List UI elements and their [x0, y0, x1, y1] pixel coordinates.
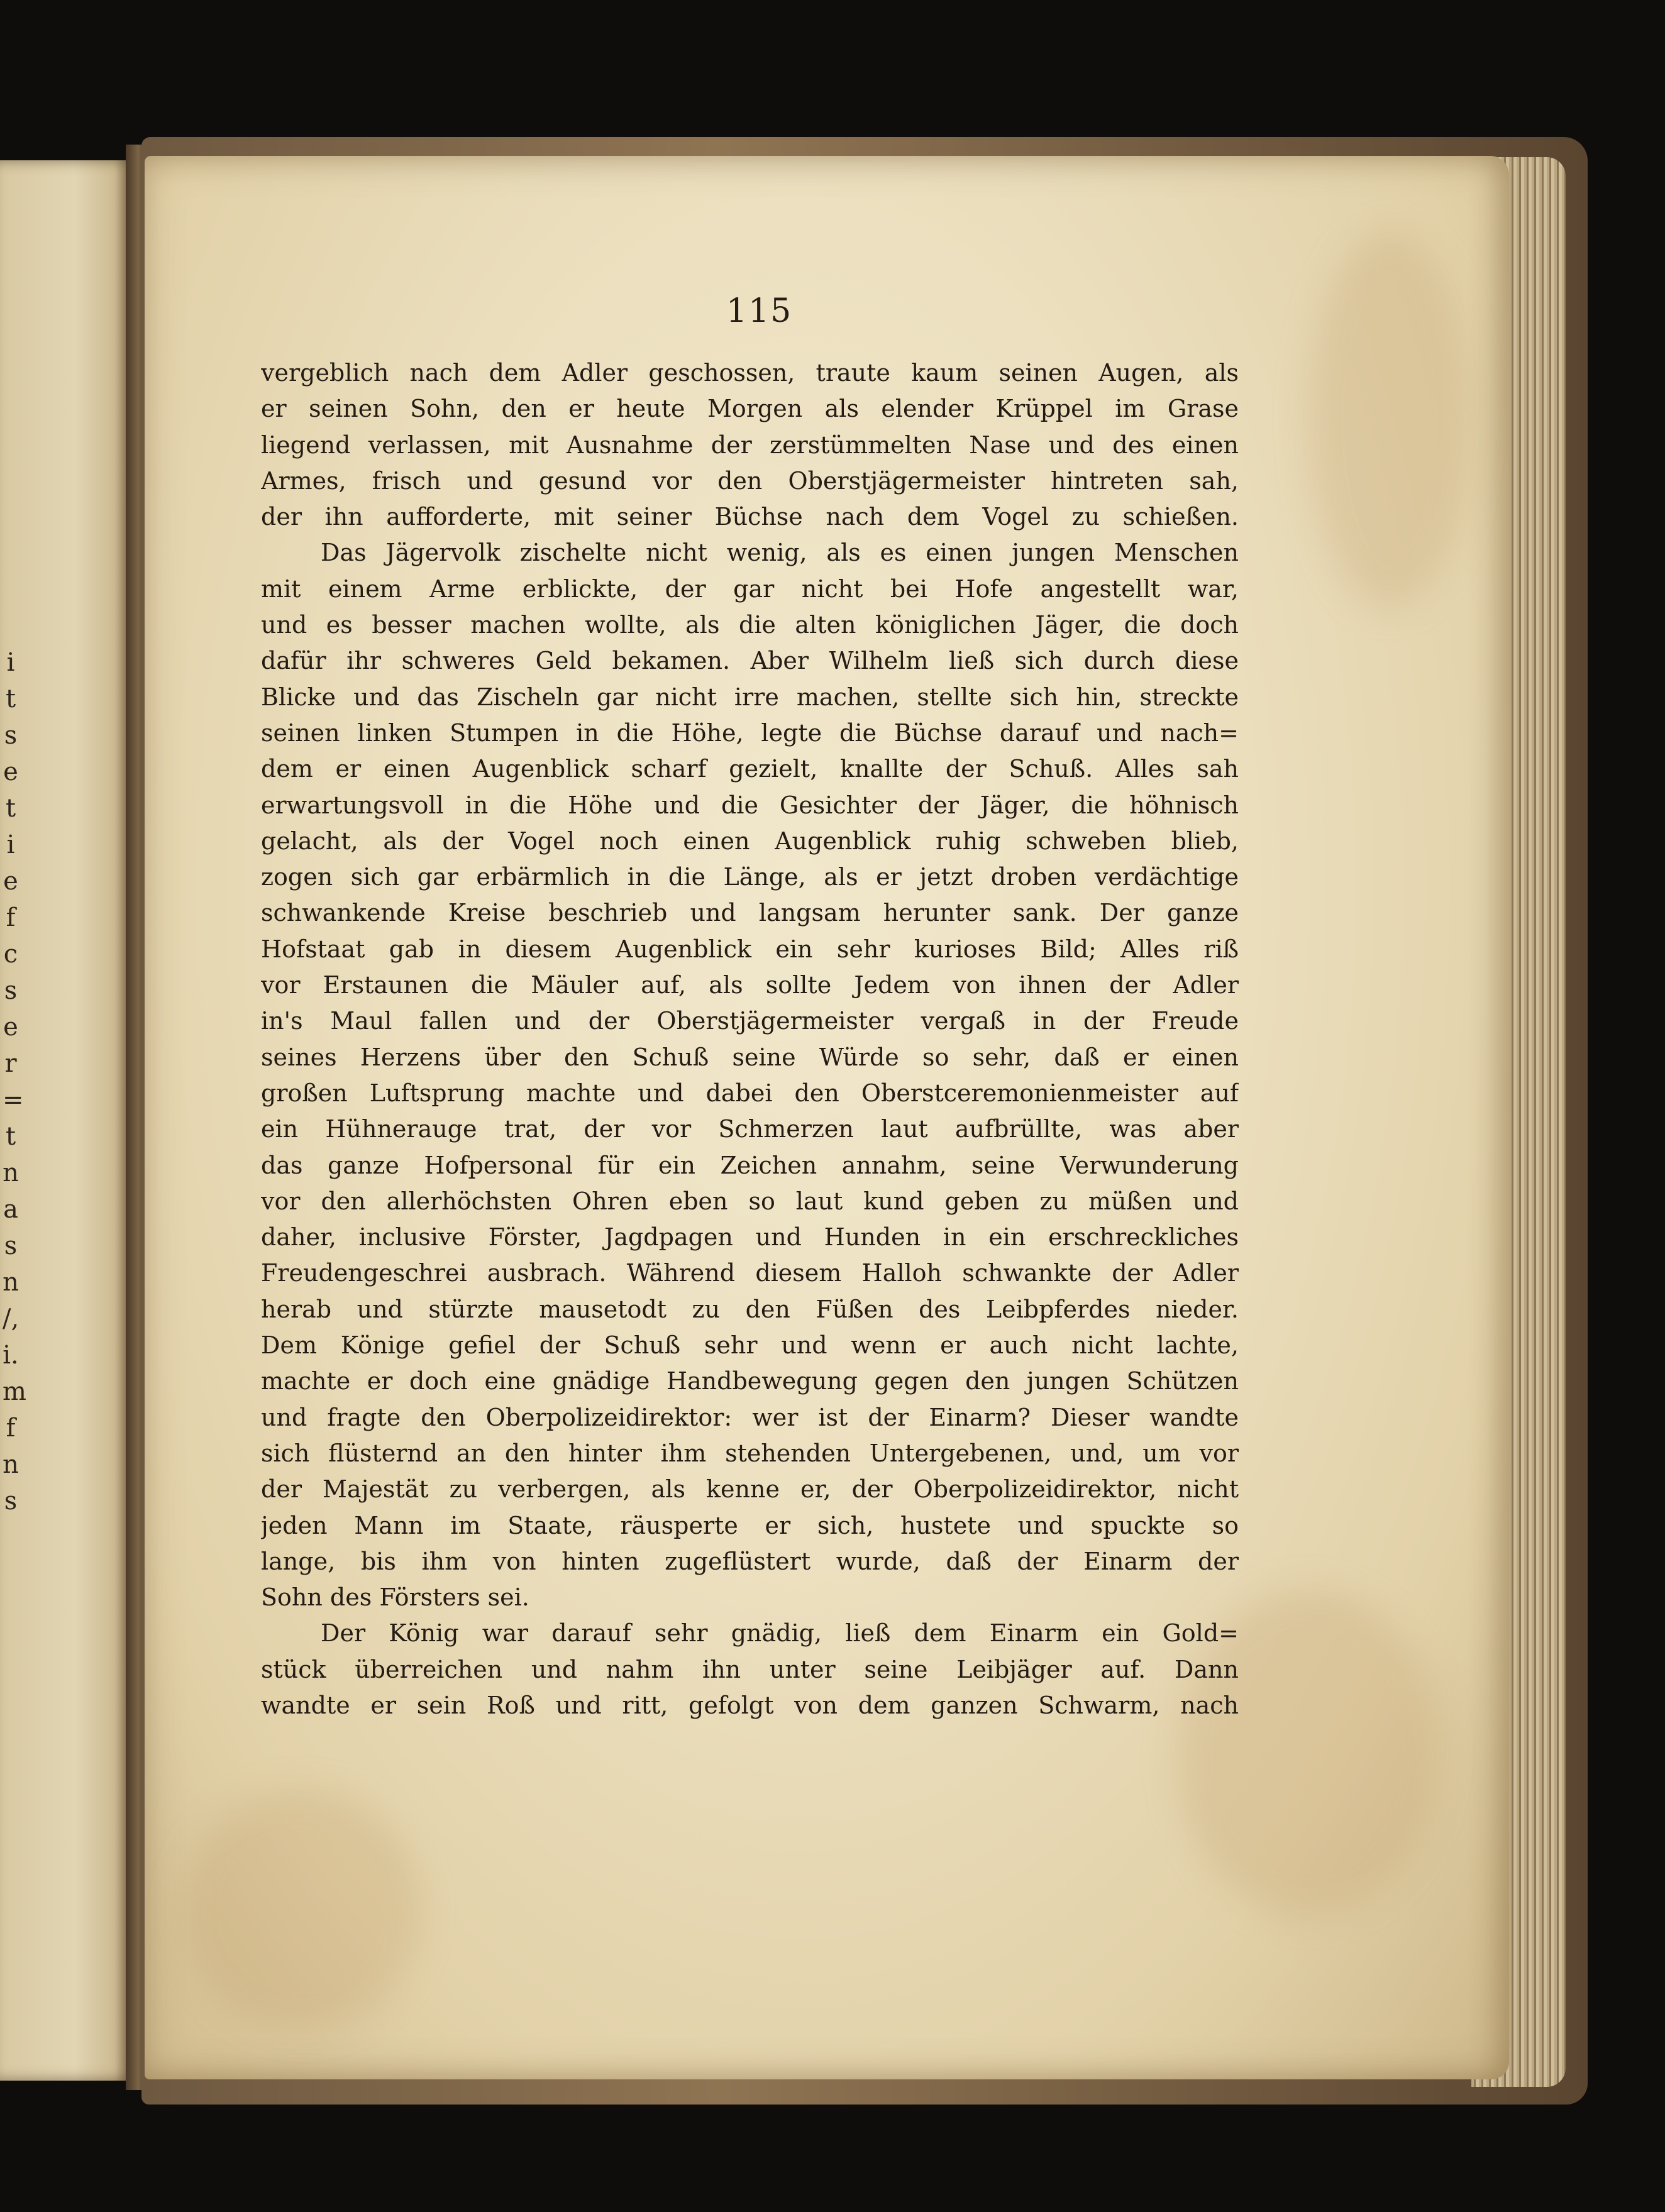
text-line: herab und stürzte mausetodt zu den Füßen des Leibpferdes nieder. — [261, 1295, 1239, 1323]
margin-char: e — [3, 757, 18, 786]
margin-char: f — [6, 1414, 16, 1443]
text-line: dem er einen Augenblick scharf gezielt, knallte der Schuß. Alles sah — [261, 755, 1239, 783]
text-line: ein Hühnerauge trat, der vor Schmerzen laut aufbrüllte, was aber — [261, 1115, 1239, 1143]
page-body-text — [261, 355, 1239, 1724]
text-line: mit einem Arme erblickte, der gar nicht bei Hofe angestellt war, — [261, 575, 1239, 603]
margin-char: n — [3, 1450, 19, 1479]
margin-char: i. — [3, 1341, 19, 1370]
margin-char: f — [6, 903, 16, 932]
text-line: vor Erstaunen die Mäuler auf, als sollte Jedem von ihnen der Adler — [261, 971, 1239, 999]
left-page — [0, 160, 135, 2081]
text-line: stück überreichen und nahm ihn unter seine Leibjäger auf. Dann — [261, 1655, 1239, 1683]
page-number: 115 — [726, 292, 793, 330]
margin-char: t — [5, 794, 16, 823]
margin-char: s — [4, 1487, 18, 1516]
text-line: und es besser machen wollte, als die alten königlichen Jäger, die doch — [261, 611, 1239, 639]
text-line: in's Maul fallen und der Oberstjägermeister vergaß in der Freude — [261, 1007, 1239, 1035]
text-line: zogen sich gar erbärmlich in die Länge, als er jetzt droben verdächtige — [261, 863, 1239, 891]
margin-char: e — [3, 1013, 18, 1042]
text-line: daher, inclusive Förster, Jagdpagen und Hunden in ein erschreckliches — [261, 1223, 1239, 1252]
text-line: seinen linken Stumpen in die Höhe, legte die Büchse darauf und nach= — [261, 718, 1239, 747]
text-line: seines Herzens über den Schuß seine Würde so sehr, daß er einen — [261, 1043, 1239, 1071]
text-line: Freudengeschrei ausbrach. Während diesem Halloh schwankte der Adler — [261, 1259, 1239, 1287]
paragraph — [261, 355, 1239, 535]
text-line: erwartungsvoll in die Höhe und die Gesichter der Jäger, die höhnisch — [261, 791, 1239, 819]
text-line: gelacht, als der Vogel noch einen Augenblick ruhig schweben blieb, — [261, 827, 1239, 855]
margin-char: t — [5, 1122, 16, 1151]
text-line: Das Jägervolk zischelte nicht wenig, als es einen jungen Menschen — [321, 539, 1239, 567]
text-line: und fragte den Oberpolizeidirektor: wer ist der Einarm? Dieser wandte — [261, 1403, 1239, 1431]
margin-char: e — [3, 867, 18, 896]
text-line: lange, bis ihm von hinten zugeflüstert wurde, daß der Einarm der — [261, 1547, 1239, 1575]
text-line: Blicke und das Zischeln gar nicht irre machen, stellte sich hin, streckte — [261, 683, 1239, 711]
margin-char: s — [4, 976, 18, 1005]
margin-char: r — [4, 1049, 17, 1078]
left-page-margin-text — [3, 644, 26, 1519]
text-line: wandte er sein Roß und ritt, gefolgt von dem ganzen Schwarm, nach — [261, 1691, 1239, 1719]
margin-char: n — [3, 1268, 19, 1297]
margin-char: c — [3, 940, 18, 969]
text-line: der Majestät zu verbergen, als kenne er, der Oberpolizeidirektor, nicht — [261, 1475, 1239, 1504]
text-line: großen Luftsprung machte und dabei den Oberstceremonienmeister auf — [261, 1079, 1239, 1107]
text-line: vor den allerhöchsten Ohren eben so laut kund geben zu müßen und — [261, 1187, 1239, 1215]
text-line: Armes, frisch und gesund vor den Oberstjägermeister hintreten sah, — [261, 466, 1239, 495]
margin-char: s — [4, 1231, 18, 1260]
text-line: dafür ihr schweres Geld bekamen. Aber Wilhelm ließ sich durch diese — [261, 647, 1239, 675]
paragraph — [261, 535, 1239, 1615]
text-line: schwankende Kreise beschrieb und langsam herunter sank. Der ganze — [261, 899, 1239, 927]
text-line: Sohn des Försters sei. — [261, 1583, 529, 1612]
text-line: sich flüsternd an den hinter ihm stehenden Untergebenen, und, um vor — [261, 1439, 1239, 1467]
text-line: Dem Könige gefiel der Schuß sehr und wenn er auch nicht lachte, — [261, 1331, 1239, 1360]
paper-stain — [1308, 231, 1471, 608]
text-line: vergeblich nach dem Adler geschossen, traute kaum seinen Augen, als — [261, 359, 1239, 387]
text-line: jeden Mann im Staate, räusperte er sich, hustete und spuckte so — [261, 1511, 1239, 1539]
margin-char: i — [6, 648, 15, 677]
text-line: Hofstaat gab in diesem Augenblick ein sehr kurioses Bild; Alles riß — [261, 935, 1239, 963]
paper-stain — [182, 1790, 421, 2029]
text-line: Der König war darauf sehr gnädig, ließ dem Einarm ein Gold= — [321, 1619, 1239, 1648]
margin-char: = — [3, 1086, 24, 1114]
text-line: er seinen Sohn, den er heute Morgen als elender Krüppel im Grase — [261, 395, 1239, 423]
margin-char: m — [3, 1377, 26, 1406]
margin-char: s — [4, 721, 18, 750]
margin-char: a — [3, 1195, 18, 1224]
text-line: der ihn aufforderte, mit seiner Büchse nach dem Vogel zu schießen. — [261, 503, 1239, 531]
margin-char: n — [3, 1158, 19, 1187]
text-line: das ganze Hofpersonal für ein Zeichen annahm, seine Verwunderung — [261, 1151, 1239, 1179]
margin-char: /, — [3, 1304, 19, 1333]
text-line: machte er doch eine gnädige Handbewegung gegen den jungen Schützen — [261, 1367, 1239, 1395]
margin-char: i — [6, 830, 15, 859]
paragraph — [261, 1615, 1239, 1724]
margin-char: t — [5, 685, 16, 713]
text-line: liegend verlassen, mit Ausnahme der zerstümmelten Nase und des einen — [261, 431, 1239, 459]
